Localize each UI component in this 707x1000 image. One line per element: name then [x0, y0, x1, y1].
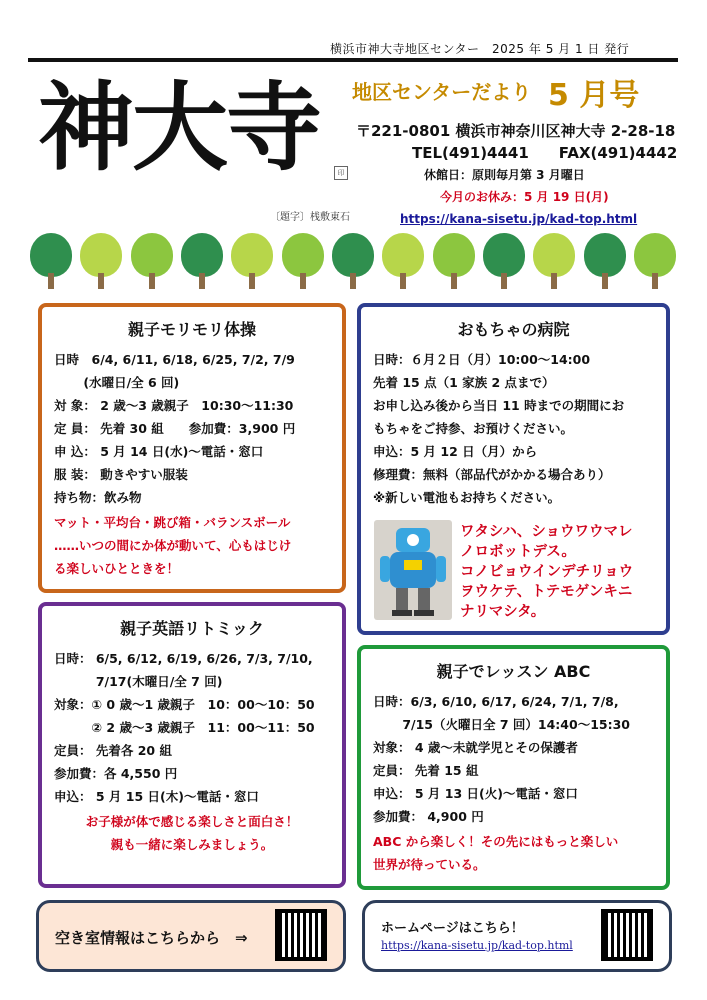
- info-row: 参加費： 4,900 円: [373, 809, 484, 824]
- homepage-qr-code[interactable]: [601, 909, 653, 961]
- info-row: 申込：5 月 12 日（月）から: [373, 444, 538, 459]
- tree-decoration-row: [28, 233, 678, 293]
- robot-message-line: ナリマシタ。: [460, 604, 546, 620]
- homepage-panel[interactable]: [362, 900, 672, 972]
- oyako-eigo-box: [38, 602, 346, 888]
- info-row: 先着 15 点（1 家族 2 点まで）: [373, 375, 555, 390]
- info-row: 日時：６月２日（月）10:00～14:00: [373, 352, 591, 367]
- info-row: 7/15（火曜日全 7 回）14:40～15:30: [373, 717, 630, 732]
- info-row: 日時： 6/5, 6/12, 6/19, 6/26, 7/3, 7/10,: [54, 651, 313, 666]
- abc-lesson-box: [357, 645, 670, 890]
- highlight-text: 親も一緒に楽しみましょう。: [110, 837, 274, 852]
- vacancy-label: 空き室情報はこちらから ⇒: [55, 929, 248, 947]
- oyako-morimori-box: [38, 303, 346, 593]
- info-row: 服 装： 動きやすい服装: [54, 467, 188, 482]
- tree-icon: [179, 233, 225, 291]
- highlight-text: マット・平均台・跳び箱・バランスボール: [54, 515, 291, 530]
- tree-icon: [229, 233, 275, 291]
- info-row: 持ち物：飲み物: [54, 490, 142, 505]
- robot-message-line: コノビョウインデチリョウ: [460, 564, 634, 580]
- header-rule: [28, 58, 678, 62]
- robot-photo: [374, 520, 452, 620]
- tree-icon: [28, 233, 74, 291]
- homepage-url[interactable]: https://kana-sisetu.jp/kad-top.html: [381, 939, 573, 952]
- closed-rule: 休館日：原則毎月第 3 月曜日: [424, 168, 585, 182]
- tree-icon: [531, 233, 577, 291]
- tree-icon: [582, 233, 628, 291]
- info-row: 申込： 5 月 15 日(木)～電話・窓口: [54, 789, 259, 804]
- abc-lesson-title: 親子でレッスン ABC: [436, 662, 591, 681]
- info-row: ② 2 歳～3 歳親子 11：00～11：50: [54, 720, 315, 735]
- homepage-label: ホームページはこちら！: [381, 921, 524, 936]
- info-row: 申 込： 5 月 14 日(水)～電話・窓口: [54, 444, 264, 459]
- tree-icon: [632, 233, 678, 291]
- robot-message-line: ノロボットデス。: [460, 544, 576, 560]
- website-link[interactable]: https://kana-sisetu.jp/kad-top.html: [400, 212, 638, 226]
- info-row: (水曜日/全 6 回): [54, 375, 180, 390]
- highlight-text: ABC から楽しく！その先にはもっと楽しい: [373, 834, 619, 849]
- info-row: 対象：① 0 歳～1 歳親子 10：00～10：50: [54, 697, 315, 712]
- info-row: 対 象： 2 歳～3 歳親子 10:30～11:30: [54, 398, 294, 413]
- info-row: 日時 6/4, 6/11, 6/18, 6/25, 7/2, 7/9: [54, 352, 295, 367]
- calligraphy-credit: 〔題字〕桟敷東石: [270, 212, 350, 223]
- oyako-morimori-title: 親子モリモリ体操: [127, 320, 256, 339]
- robot-message-line: ワタシハ、ショウワウマレ: [460, 524, 633, 540]
- highlight-text: お子様が体で感じる楽しさと面白さ！: [85, 814, 299, 829]
- newsletter-title: 地区センターだより: [352, 80, 532, 104]
- tree-icon: [330, 233, 376, 291]
- info-row: 対象： 4 歳～未就学児とその保護者: [373, 740, 578, 755]
- closed-this-month: 今月のお休み：5 月 19 日(月): [440, 190, 609, 204]
- tree-icon: [431, 233, 477, 291]
- info-row: 申込： 5 月 13 日(火)～電話・窓口: [373, 786, 578, 801]
- highlight-text: 世界が待っている。: [373, 857, 486, 872]
- info-row: 参加費：各 4,550 円: [54, 766, 178, 781]
- tel-fax: TEL(491)4441 FAX(491)4442: [412, 144, 678, 162]
- tree-icon: [481, 233, 527, 291]
- tree-icon: [78, 233, 124, 291]
- info-row: もちゃをご持参、お預けください。: [373, 421, 574, 436]
- vacancy-info-panel[interactable]: [36, 900, 346, 972]
- info-row: 定 員： 先着 30 組 参加費：3,900 円: [54, 421, 296, 436]
- info-row: ※新しい電池もお持ちください。: [373, 490, 561, 505]
- info-row: 定員： 先着 15 組: [373, 763, 479, 778]
- logo-title: 神大寺: [38, 71, 320, 184]
- robot-message-line: ヲウケテ、トテモゲンキニ: [460, 584, 633, 600]
- address: 〒221-0801 横浜市神奈川区神大寺 2-28-18: [356, 122, 676, 140]
- tree-icon: [129, 233, 175, 291]
- seal-stamp: 印: [334, 166, 348, 180]
- omocha-title: おもちゃの病院: [457, 320, 570, 339]
- info-row: 7/17(木曜日/全 7 回): [54, 674, 223, 689]
- tree-icon: [280, 233, 326, 291]
- tree-icon: [380, 233, 426, 291]
- highlight-text: ……いつの間にか体が動いて、心もはじけ: [54, 538, 292, 553]
- oyako-eigo-title: 親子英語リトミック: [120, 619, 264, 638]
- publisher-line: 横浜市神大寺地区センター 2025 年 5 月 1 日 発行: [330, 42, 630, 56]
- info-row: 定員： 先着各 20 組: [54, 743, 172, 758]
- vacancy-qr-code[interactable]: [275, 909, 327, 961]
- info-row: 日時：6/3, 6/10, 6/17, 6/24, 7/1, 7/8,: [373, 694, 619, 709]
- issue-month: 5 月号: [548, 78, 640, 113]
- info-row: 修理費：無料（部品代がかかる場合あり）: [373, 467, 611, 482]
- highlight-text: る楽しいひとときを！: [54, 561, 180, 576]
- info-row: お申し込み後から当日 11 時までの期間にお: [373, 398, 625, 413]
- robot-message: [460, 522, 633, 622]
